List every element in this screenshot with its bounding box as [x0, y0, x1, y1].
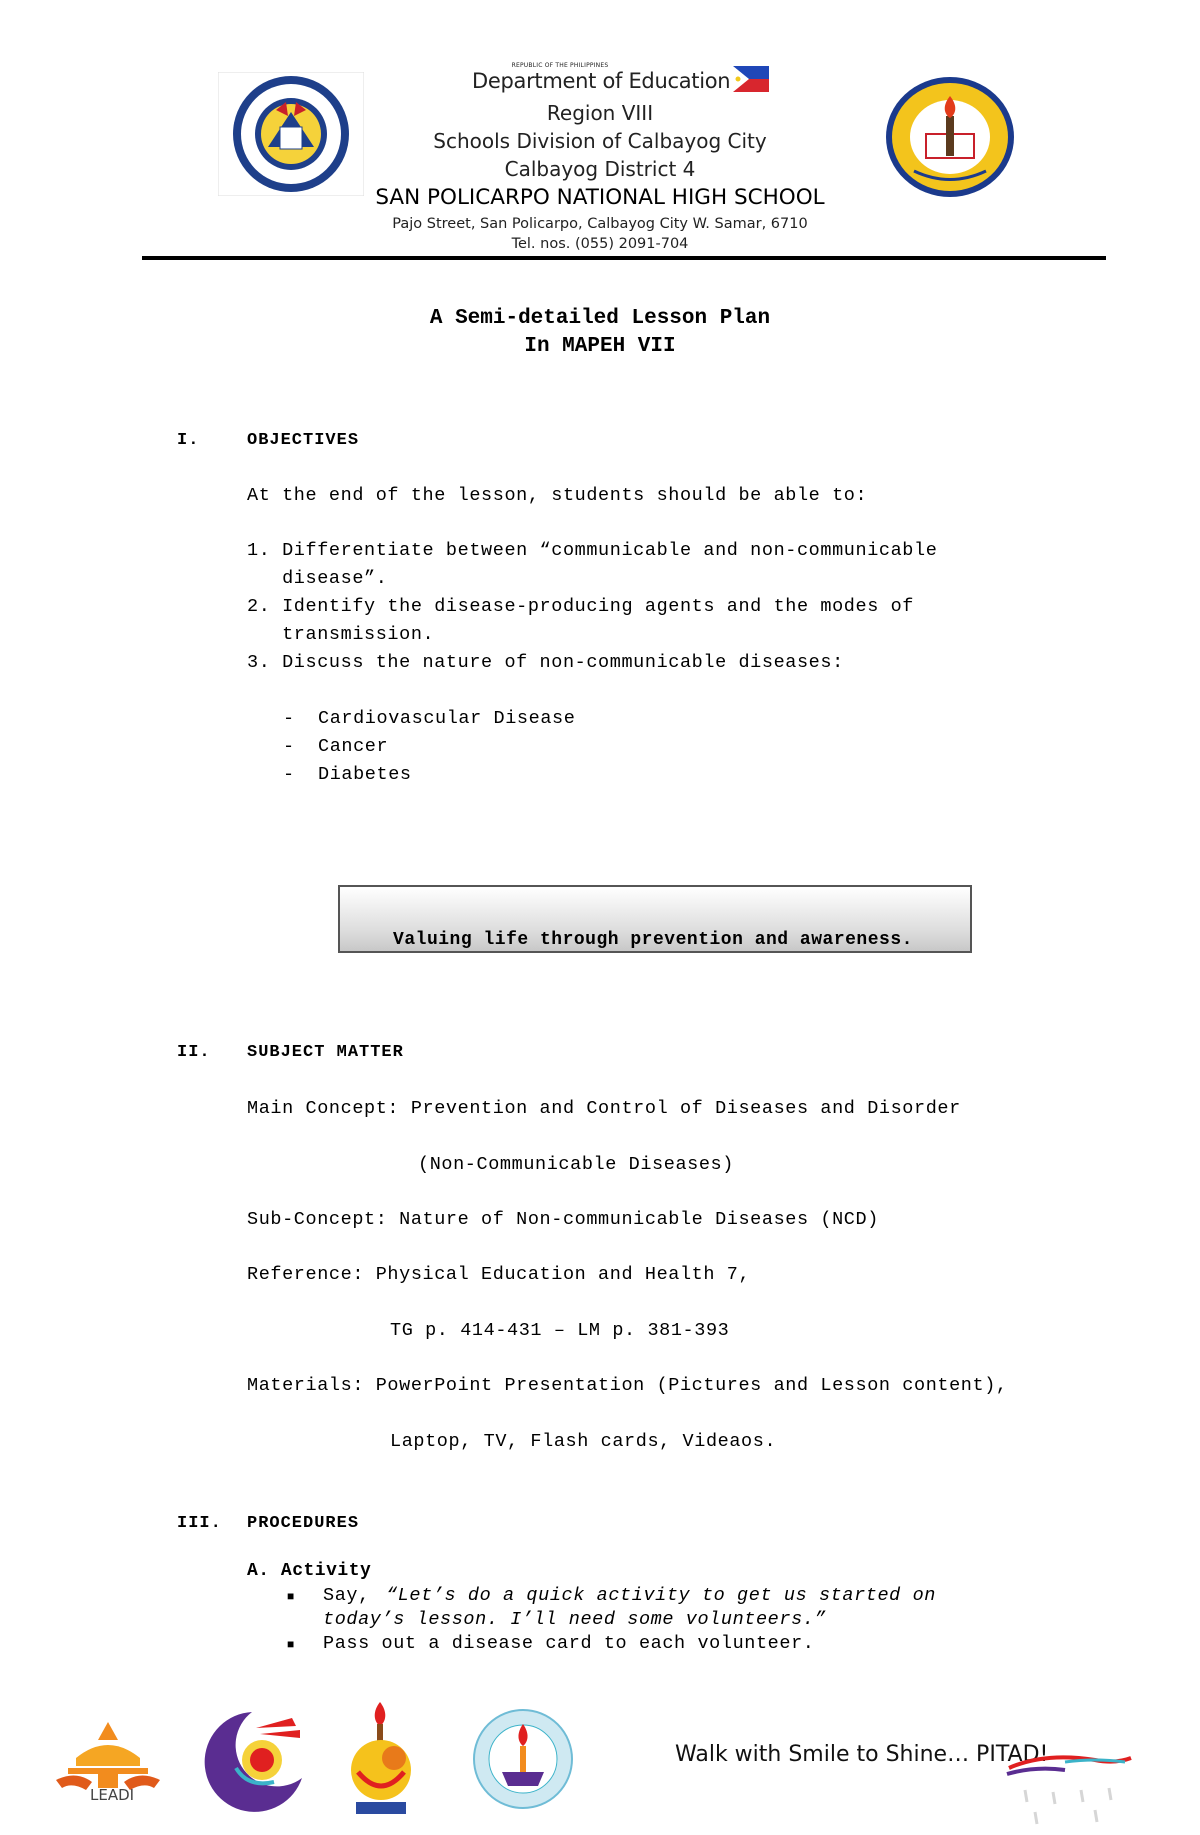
objective-item-1-line1: 1. Differentiate between “communicable and non-communicable — [247, 540, 938, 561]
school-address: Pajo Street, San Policarpo, Calbayog City W. Samar, 6710 — [392, 216, 808, 232]
objective-item-1-line2: disease”. — [247, 568, 388, 589]
school-seal-icon — [884, 76, 1016, 198]
brush-stroke-icon — [1005, 1740, 1135, 1826]
district-seal — [472, 1708, 574, 1815]
philippine-flag — [733, 66, 769, 97]
district-seal-icon — [472, 1708, 574, 1810]
sub-item-diabetes: Diabetes — [318, 764, 412, 785]
bullet-square: ■ — [287, 1638, 295, 1652]
sub-item-dash: - — [283, 764, 295, 785]
philippine-flag-icon — [733, 66, 769, 92]
department-name: Department of Education — [472, 69, 731, 93]
school-seal — [884, 76, 1016, 198]
main-concept: Main Concept: Prevention and Control of Diseases and Disorder — [247, 1098, 961, 1119]
subject-matter-numeral: II. — [177, 1043, 211, 1062]
objective-item-2-line1: 2. Identify the disease-producing agents and the modes of — [247, 596, 915, 617]
sub-item-cancer: Cancer — [318, 736, 389, 757]
crescent-logo-icon — [192, 1708, 316, 1814]
reference-cont: TG p. 414-431 – LM p. 381-393 — [390, 1320, 730, 1341]
activity-heading: A. Activity — [247, 1561, 372, 1581]
district-label: Calbayog District 4 — [504, 157, 696, 181]
subject-matter-heading: SUBJECT MATTER — [247, 1043, 404, 1062]
leadi-text: LEADI — [90, 1786, 135, 1804]
sub-concept: Sub-Concept: Nature of Non-communicable Diseases (NCD) — [247, 1209, 879, 1230]
objectives-numeral: I. — [177, 431, 200, 450]
objectives-heading: OBJECTIVES — [247, 431, 360, 450]
objective-item-3-line1: 3. Discuss the nature of non-communicable diseases: — [247, 652, 844, 673]
reference: Reference: Physical Education and Health 7, — [247, 1264, 751, 1285]
lesson-plan-title: A Semi-detailed Lesson Plan — [429, 307, 771, 330]
materials-cont: Laptop, TV, Flash cards, Videaos. — [390, 1431, 777, 1452]
objective-item-2-line2: transmission. — [247, 624, 435, 645]
procedures-heading: PROCEDURES — [247, 1514, 360, 1533]
school-name: SAN POLICARPO NATIONAL HIGH SCHOOL — [375, 185, 825, 210]
division-label: Schools Division of Calbayog City — [433, 129, 767, 153]
bullet2-text: Pass out a disease card to each volunteer. — [323, 1633, 815, 1654]
objectives-intro: At the end of the lesson, students should be able to: — [247, 485, 868, 506]
crescent-logo — [192, 1708, 316, 1819]
sub-item-dash: - — [283, 736, 295, 757]
leadi-logo — [46, 1718, 170, 1808]
smile-logo — [336, 1700, 426, 1825]
footer-slogan: Walk with Smile to Shine… PITAD! — [675, 1742, 1049, 1767]
slogan-decoration — [1005, 1740, 1135, 1831]
main-concept-cont: (Non-Communicable Diseases) — [418, 1154, 734, 1175]
subject-title: In MAPEH VII — [524, 335, 676, 358]
bullet1-quote-line1: “Let’s do a quick activity to get us started on — [386, 1585, 936, 1606]
bullet1-quote-line2: today’s lesson. I’ll need some volunteers.” — [323, 1609, 827, 1630]
school-telephone: Tel. nos. (055) 2091-704 — [511, 236, 689, 252]
smile-logo-icon — [336, 1700, 426, 1820]
republic-label: REPUBLIC OF THE PHILIPPINES — [511, 62, 609, 69]
materials: Materials: PowerPoint Presentation (Pictures and Lesson content), — [247, 1375, 1008, 1396]
sub-item-cardiovascular: Cardiovascular Disease — [318, 708, 576, 729]
bullet1-prefix: Say, — [323, 1585, 382, 1606]
procedures-numeral: III. — [177, 1514, 222, 1533]
motto-text: Valuing life through prevention and awareness. — [393, 930, 913, 950]
sub-item-dash: - — [283, 708, 295, 729]
region-label: Region VIII — [546, 101, 654, 125]
bullet-square: ■ — [287, 1590, 295, 1604]
header-divider — [142, 256, 1106, 260]
